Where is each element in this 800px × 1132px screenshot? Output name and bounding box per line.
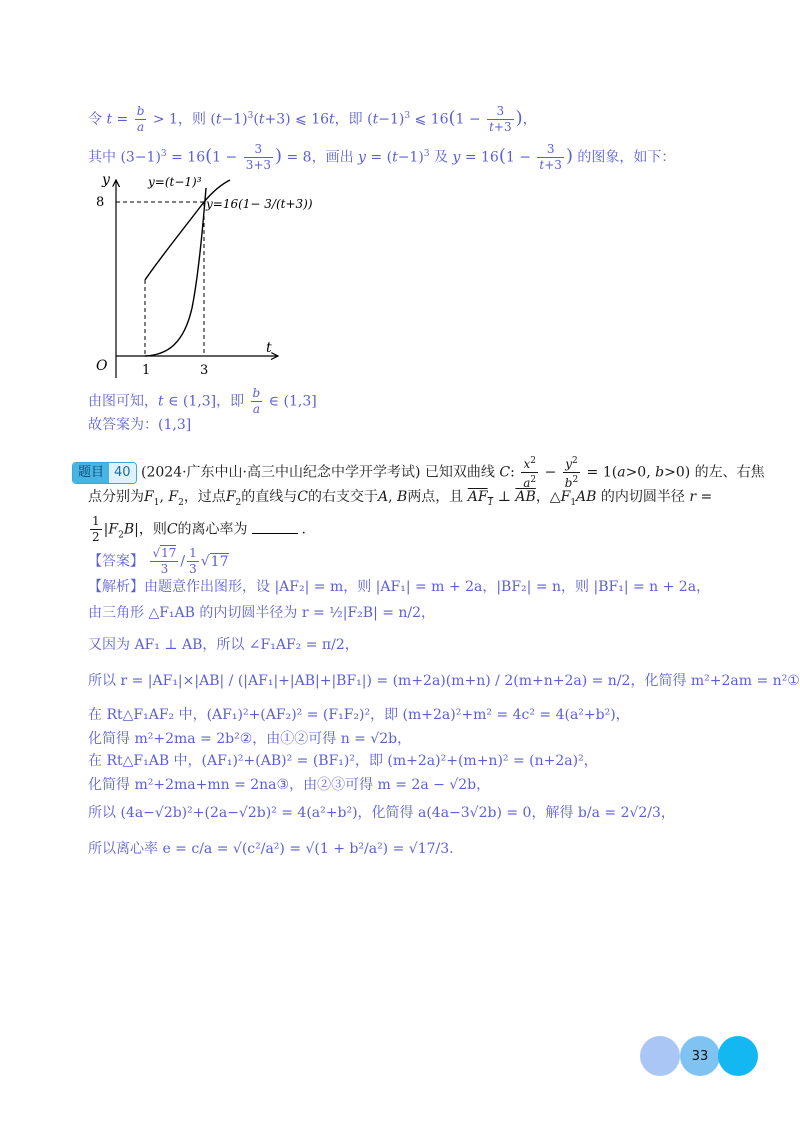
problem-line-1: 题目 40 (2024·广东中山·高三中山纪念中学开学考试) 已知双曲线 C: $\frac{x^2}{a^2}$ − $\frac{y^2}{b^2}$ = 1(a>0, b>0) 的左、右焦	[72, 454, 765, 491]
solution-line-1: 令 t = $\frac{b}{a}$ > 1，则 $(t-1)^3(t+3)$ ⩽ 16t，即 $(t-1)^3$ ⩽ 16(1 − $\frac{3}{t+3}$ )，	[88, 104, 537, 134]
analysis-line-5: 在 Rt△F₁AF₂ 中，(AF₁)²+(AF₂)² = (F₁F₂)²，即 (m+2a)²+m² = 4c² = 4(a²+b²)，	[88, 707, 630, 723]
curve2-label: y=16(1− 3/(t+3))	[206, 197, 313, 211]
analysis-line-9: 所以 (4a−√2b)²+(2a−√2b)² = 4(a²+b²)，化简得 a(4a−3√2b) = 0，解得 b/a = 2√2/3，	[88, 805, 675, 821]
question-badge: 题目 40	[72, 462, 137, 484]
analysis-line-7: 在 Rt△F₁AB 中，(AF₁)²+(AB)² = (BF₁)²，即 (m+2a)²+(m+n)² = (n+2a)²，	[88, 753, 598, 769]
answer-blank[interactable]	[252, 521, 298, 534]
page-circle-right	[718, 1036, 758, 1076]
analysis-line-3: 又因为 AF₁ ⊥ AB，所以 ∠F₁AF₂ = π/2，	[88, 637, 359, 653]
analysis-line-4: 所以 r = |AF₁|×|AB| / (|AF₁|+|AB|+|BF₁|) = (m+2a)(m+n) / 2(m+n+2a) = n/2，化简得 m²+2am = n²①	[88, 673, 800, 689]
analysis-line-2: 由三角形 △F₁AB 的内切圆半径为 r = ½|F₂B| = n/2，	[88, 605, 436, 621]
t-axis-label: t	[266, 340, 272, 356]
tick-8: 8	[96, 195, 105, 210]
page-number: 33	[680, 1036, 720, 1076]
analysis-line-8: 化简得 m²+2ma+mn = 2na③，由②③可得 m = 2a − √2b，	[88, 777, 491, 793]
problem-source: (2024·广东中山·高三中山纪念中学开学考试)	[141, 464, 421, 481]
analysis-line-1: 【解析】由题意作出图形，设 |AF₂| = m，则 |AF₁| = m + 2a，|BF₂| = n，则 |BF₁| = n + 2a，	[88, 579, 711, 595]
analysis-line-6: 化简得 m²+2ma = 2b²②，由①②可得 n = √2b，	[88, 731, 412, 747]
problem-line-3: $\frac{1}{2}$ $|F_2B|$，则C的离心率为 .	[92, 514, 306, 544]
y-axis-label: y	[102, 172, 110, 188]
function-graph	[88, 168, 318, 388]
origin-label: O	[96, 358, 108, 374]
page-circle-left	[640, 1036, 680, 1076]
analysis-line-10: 所以离心率 e = c/a = √(c²/a²) = √(1 + b²/a²) = √17/3.	[88, 841, 454, 857]
tick-3: 3	[200, 363, 209, 378]
curve-rational	[145, 180, 230, 280]
curve-cubic	[145, 188, 206, 356]
conclusion-2: 故答案为：(1,3]	[88, 417, 192, 433]
problem-line-2: 点分别为$F_1$, $F_2$，过点$F_2$的直线与C的右支交于A, B两点，且 $AF_1$ ⊥ $\overline{AB}$，$\triangle F_1AB$ 的内切圆半径 r =	[88, 489, 713, 508]
solution-line-2: 其中 $(3-1)^3 = 16(1$ − $\frac{3}{3+3}$ ) = 8，画出 $y = (t-1)^3$ 及 y = 16(1 − $\frac{3}{t+3}$ ) 的图象，如下：	[88, 142, 676, 172]
tick-1: 1	[142, 363, 151, 378]
conclusion-1: 由图可知，t ∈ (1,3]，即 $\frac{b}{a}$ ∈ (1,3]	[88, 386, 317, 416]
curve1-label: y=(t−1)³	[148, 175, 202, 189]
answer-line: 【答案】 $\frac{√17}{3}$ / $\frac{1}{3}$ √17	[88, 546, 229, 576]
